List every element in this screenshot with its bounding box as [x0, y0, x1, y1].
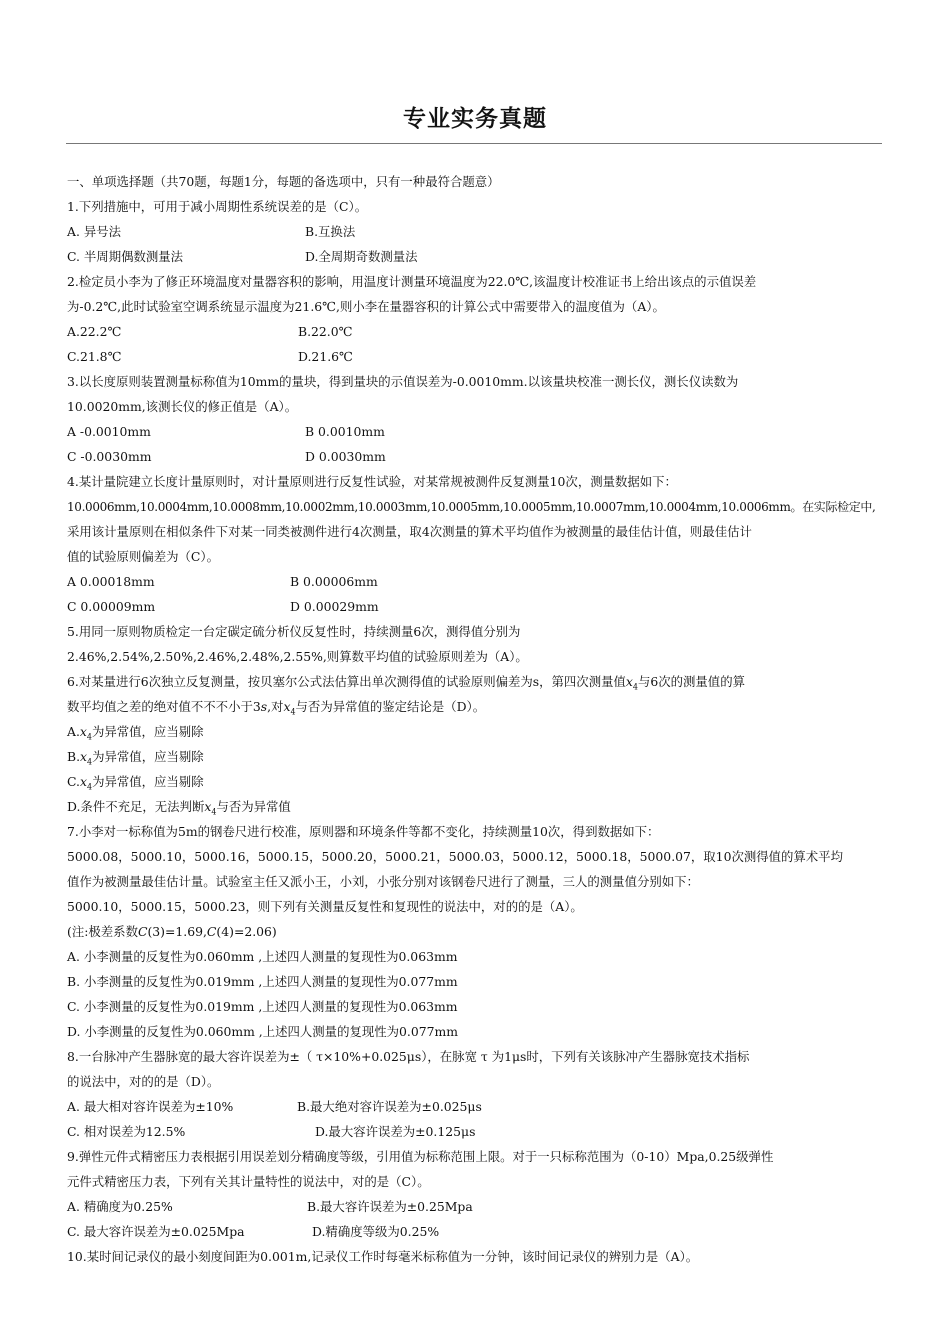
question-1-options-cd	[67, 249, 418, 265]
question-7-option-c: C. 小李测量的反复性为0.019mm ,上述四人测量的复现性为0.063mm	[67, 999, 458, 1014]
question-6-option-a: $A.x_4$为异常值，应当剔除	[67, 724, 204, 742]
question-1-stem: 1.下列措施中，可用于减小周期性系统误差的是（C）。	[67, 199, 368, 214]
question-6-stem-line1: 6.对某量进行6次独立反复测量，按贝塞尔公式法估算出单次测得值的试验原则偏差为s，第四次测量值$x_4$与6次的测量值的算	[67, 674, 745, 692]
question-10-stem-line1: 10.某时间记录仪的最小刻度间距为0.001m,记录仪工作时每毫米标称值为一分钟，该时间记录仪的辨别力是（A）。	[67, 1249, 699, 1264]
option-b: B.22.0℃	[298, 324, 353, 339]
option-c: C -0.0030mm	[67, 449, 152, 464]
question-2-options-cd	[67, 349, 353, 365]
option-a: A. 异号法	[67, 224, 121, 239]
option-d: D.21.6℃	[298, 349, 353, 364]
question-6-option-c: $C.x_4$为异常值，应当剔除	[67, 774, 204, 792]
option-c: C. 相对误差为12.5%	[67, 1124, 186, 1139]
question-9-stem-line2: 元件式精密压力表，下列有关其计量特性的说法中，对的是（C）。	[67, 1174, 430, 1189]
question-1-options-ab	[67, 224, 356, 240]
question-7-stem-line1: 7.小李对一标称值为5m的钢卷尺进行校准，原则器和环境条件等都不变化，持续测量10次，得到数据如下：	[67, 824, 660, 839]
question-4-stem-line2: 10.0006mm,10.0004mm,10.0008mm,10.0002mm,10.0003mm,10.0005mm,10.0005mm,10.0007mm,10.0004mm,10.0006mm。在实际检定中,	[67, 500, 876, 514]
title-divider	[66, 143, 882, 144]
option-a: A.22.2℃	[67, 324, 122, 339]
option-b: B 0.00006mm	[290, 574, 378, 589]
option-b: B 0.0010mm	[305, 424, 385, 439]
question-2-stem-line1: 2.检定员小李为了修正环境温度对量器容积的影响，用温度计测量环境温度为22.0℃,该温度计校准证书上给出该点的示值误差	[67, 274, 757, 289]
question-3-stem-line2: 10.0020mm,该测长仪的修正值是（A）。	[67, 399, 298, 414]
question-7-stem-line2: 5000.08，5000.10，5000.16，5000.15，5000.20，5000.21，5000.03，5000.12，5000.18，5000.07，取10次测得值的算术平均	[67, 849, 843, 864]
option-c: C 0.00009mm	[67, 599, 156, 614]
question-2-stem-line2: 为-0.2℃,此时试验室空调系统显示温度为21.6℃,则小李在量器容积的计算公式中需要带入的温度值为（A）。	[67, 299, 665, 314]
section-header: 一、单项选择题（共70题，每题1分，每题的备选项中，只有一种最符合题意）	[67, 174, 500, 189]
option-c: C.21.8℃	[67, 349, 122, 364]
page-title: 专业实务真题	[403, 106, 547, 132]
question-3-options-cd	[67, 449, 386, 465]
question-7-option-d: D. 小李测量的反复性为0.060mm ,上述四人测量的复现性为0.077mm	[67, 1024, 458, 1039]
question-4-stem-line1: 4.某计量院建立长度计量原则时，对计量原则进行反复性试验，对某常规被测件反复测量10次，测量数据如下：	[67, 474, 677, 489]
question-8-options-ab	[67, 1099, 482, 1115]
option-b: B.互换法	[305, 224, 356, 239]
option-d: D.精确度等级为0.25%	[312, 1224, 440, 1239]
option-c: C. 最大容许误差为±0.025Mpa	[67, 1224, 245, 1239]
question-4-options-cd	[67, 599, 379, 615]
option-b: B.最大绝对容许误差为±0.025μs	[297, 1099, 482, 1114]
question-5-stem-line1: 5.用同一原则物质检定一台定碳定硫分析仪反复性时，持续测量6次，测得值分别为	[67, 624, 521, 639]
question-6-option-d: D.条件不充足，无法判断$x_4$与否为异常值	[67, 799, 291, 817]
option-b: B.最大容许误差为±0.25Mpa	[307, 1199, 473, 1214]
question-3-options-ab	[67, 424, 385, 440]
option-d: D.最大容许误差为±0.125μs	[315, 1124, 476, 1139]
question-7-stem-line4: 5000.10，5000.15，5000.23，则下列有关测量反复性和复现性的说法中，对的的是（A）。	[67, 899, 583, 914]
question-6-option-b: $B.x_4$为异常值，应当剔除	[67, 749, 204, 767]
question-4-options-ab	[67, 574, 378, 590]
question-4-stem-line3: 采用该计量原则在相似条件下对某一同类被测件进行4次测量，取4次测量的算术平均值作为被测量的最佳估计值，则最佳估计	[67, 524, 752, 539]
question-8-stem-line1: 8.一台脉冲产生器脉宽的最大容许误差为±（ τ×10%+0.025μs），在脉宽 τ 为1μs时，下列有关该脉冲产生器脉宽技术指标	[67, 1049, 750, 1064]
option-d: D 0.00029mm	[290, 599, 379, 614]
option-a: A. 精确度为0.25%	[67, 1199, 173, 1214]
option-a: A 0.00018mm	[67, 574, 155, 589]
option-c: C. 半周期偶数测量法	[67, 249, 184, 264]
question-3-stem-line1: 3.以长度原则装置测量标称值为10mm的量块，得到量块的示值误差为-0.0010mm.以该量块校准一测长仪，测长仪读数为	[67, 374, 739, 389]
option-d: D 0.0030mm	[305, 449, 386, 464]
question-2-options-ab	[67, 324, 353, 340]
question-8-options-cd	[67, 1124, 476, 1140]
question-7-note: (注:极差系数C(3)=1.69,C(4)=2.06)	[67, 924, 277, 939]
option-d: D.全周期奇数测量法	[305, 249, 418, 264]
question-4-stem-line4: 值的试验原则偏差为（C）。	[67, 549, 219, 564]
question-7-option-a: A. 小李测量的反复性为0.060mm ,上述四人测量的复现性为0.063mm	[67, 949, 458, 964]
question-9-stem-line1: 9.弹性元件式精密压力表根据引用误差划分精确度等级，引用值为标称范围上限。对于一只标称范围为（0-10）Mpa,0.25级弹性	[67, 1149, 774, 1164]
option-a: A. 最大相对容许误差为±10%	[67, 1099, 234, 1114]
question-6-stem-line2: 数平均值之差的绝对值不不不小于3s,对$x_4$与否为异常值的鉴定结论是（D）。	[67, 699, 486, 717]
option-a: A -0.0010mm	[67, 424, 151, 439]
question-7-stem-line3: 值作为被测量最佳估计量。试验室主任又派小王，小刘，小张分别对该钢卷尺进行了测量，三人的测量值分别如下：	[67, 874, 699, 889]
question-9-options-cd	[67, 1224, 440, 1240]
question-8-stem-line2: 的说法中，对的的是（D）。	[67, 1074, 220, 1089]
question-9-options-ab	[67, 1199, 473, 1215]
question-7-option-b: B. 小李测量的反复性为0.019mm ,上述四人测量的复现性为0.077mm	[67, 974, 458, 989]
question-5-stem-line2: 2.46%,2.54%,2.50%,2.46%,2.48%,2.55%,则算数平均值的试验原则差为（A）。	[67, 649, 528, 664]
